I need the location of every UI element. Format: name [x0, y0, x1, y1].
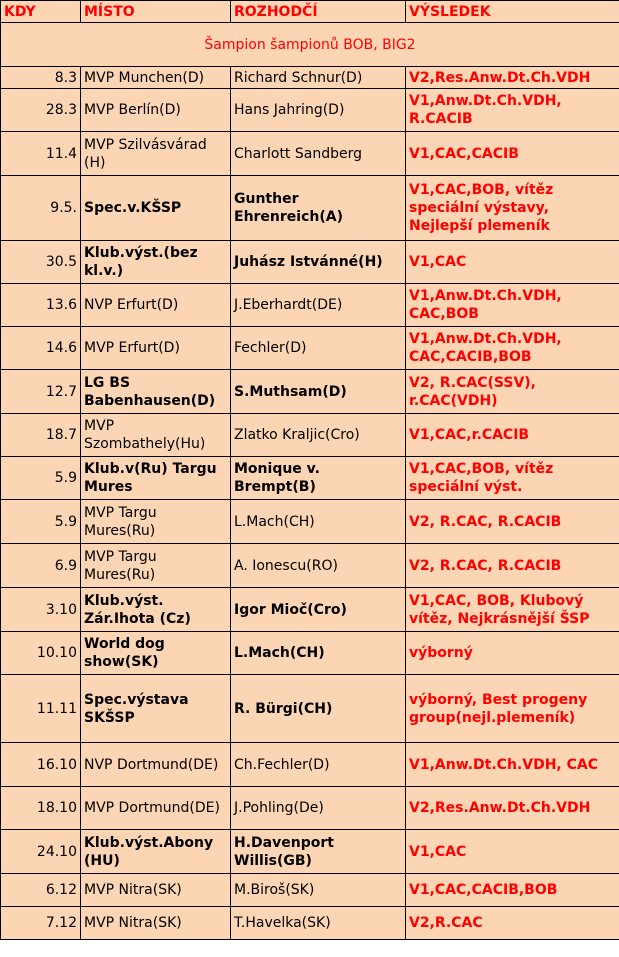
row-result: V2,R.CAC — [406, 907, 619, 940]
row-result: V1,Anw.Dt.Ch.VDH, CAC,CACIB,BOB — [406, 327, 619, 370]
row-result: V1,CAC,r.CACIB — [406, 414, 619, 457]
row-place: Klub.v(Ru) Targu Mures — [81, 457, 231, 500]
row-place: MVP Dortmund(DE) — [81, 787, 231, 830]
row-judge: L.Mach(CH) — [231, 500, 406, 544]
row-result: V1,CAC — [406, 830, 619, 874]
row-place: Klub.výst.Abony (HU) — [81, 830, 231, 874]
row-place: MVP Szombathely(Hu) — [81, 414, 231, 457]
row-result: V2,Res.Anw.Dt.Ch.VDH — [406, 67, 619, 89]
row-date: 5.9 — [1, 457, 81, 500]
row-result: V1,CAC,BOB, vítěz speciální výstavy, Nejlepší plemeník — [406, 176, 619, 241]
row-date: 7.12 — [1, 907, 81, 940]
table-row — [1, 588, 619, 632]
row-judge: Zlatko Kraljic(Cro) — [231, 414, 406, 457]
row-judge: Hans Jahring(D) — [231, 89, 406, 132]
row-judge: Charlott Sandberg — [231, 132, 406, 176]
row-place: MVP Munchen(D) — [81, 67, 231, 89]
row-judge: A. Ionescu(RO) — [231, 544, 406, 588]
row-result: V1,Anw.Dt.Ch.VDH, CAC — [406, 743, 619, 787]
row-date: 28.3 — [1, 89, 81, 132]
row-judge: Ch.Fechler(D) — [231, 743, 406, 787]
row-place: NVP Erfurt(D) — [81, 284, 231, 327]
row-place: MVP Nitra(SK) — [81, 874, 231, 907]
table-row — [1, 457, 619, 500]
header-date: KDY — [1, 1, 81, 23]
table-row — [1, 327, 619, 370]
row-date: 12.7 — [1, 370, 81, 414]
row-date: 8.3 — [1, 67, 81, 89]
row-result: V2, R.CAC(SSV), r.CAC(VDH) — [406, 370, 619, 414]
table-title: Šampion šampionů BOB, BIG2 — [1, 23, 619, 67]
row-place: MVP Targu Mures(Ru) — [81, 544, 231, 588]
row-date: 6.9 — [1, 544, 81, 588]
row-place: MVP Erfurt(D) — [81, 327, 231, 370]
row-result: V1,CAC,CACIB,BOB — [406, 874, 619, 907]
row-judge: M.Biroš(SK) — [231, 874, 406, 907]
row-place: MVP Berlín(D) — [81, 89, 231, 132]
row-result: V1,CAC, BOB, Klubový vítěz, Nejkrásnější ŠSP — [406, 588, 619, 632]
table-row — [1, 241, 619, 284]
row-date: 30.5 — [1, 241, 81, 284]
row-date: 10.10 — [1, 632, 81, 675]
row-judge: R. Bürgi(CH) — [231, 675, 406, 743]
row-date: 3.10 — [1, 588, 81, 632]
row-judge: Igor Mioč(Cro) — [231, 588, 406, 632]
row-place: NVP Dortmund(DE) — [81, 743, 231, 787]
row-judge: Juhász Istvánné(H) — [231, 241, 406, 284]
row-judge: J.Pohling(De) — [231, 787, 406, 830]
row-judge: T.Havelka(SK) — [231, 907, 406, 940]
row-judge: Fechler(D) — [231, 327, 406, 370]
table-row — [1, 632, 619, 675]
row-place: MVP Targu Mures(Ru) — [81, 500, 231, 544]
row-judge: H.Davenport Willis(GB) — [231, 830, 406, 874]
row-date: 11.4 — [1, 132, 81, 176]
header-row — [1, 1, 619, 23]
table-row — [1, 874, 619, 907]
row-result: V1,Anw.Dt.Ch.VDH, CAC,BOB — [406, 284, 619, 327]
row-result: výborný, Best progeny group(nejl.plemeník) — [406, 675, 619, 743]
row-result: výborný — [406, 632, 619, 675]
row-date: 13.6 — [1, 284, 81, 327]
row-date: 11.11 — [1, 675, 81, 743]
row-place: MVP Nitra(SK) — [81, 907, 231, 940]
row-result: V1,CAC,CACIB — [406, 132, 619, 176]
header-judge: ROZHODČÍ — [231, 1, 406, 23]
row-date: 9.5. — [1, 176, 81, 241]
row-date: 6.12 — [1, 874, 81, 907]
row-result: V1,CAC,BOB, vítěz speciální výst. — [406, 457, 619, 500]
row-result: V2,Res.Anw.Dt.Ch.VDH — [406, 787, 619, 830]
table-row — [1, 67, 619, 89]
row-judge: J.Eberhardt(DE) — [231, 284, 406, 327]
table-row — [1, 132, 619, 176]
row-result: V2, R.CAC, R.CACIB — [406, 500, 619, 544]
row-judge: S.Muthsam(D) — [231, 370, 406, 414]
row-place: Spec.v.KŠSP — [81, 176, 231, 241]
table-row — [1, 176, 619, 241]
row-judge: Gunther Ehrenreich(A) — [231, 176, 406, 241]
row-place: LG BS Babenhausen(D) — [81, 370, 231, 414]
table-row — [1, 907, 619, 940]
row-date: 18.7 — [1, 414, 81, 457]
table-row — [1, 284, 619, 327]
table-row — [1, 544, 619, 588]
row-date: 14.6 — [1, 327, 81, 370]
table-row — [1, 370, 619, 414]
table-row — [1, 743, 619, 787]
row-judge: Richard Schnur(D) — [231, 67, 406, 89]
table-row — [1, 830, 619, 874]
table-row — [1, 787, 619, 830]
table-row — [1, 500, 619, 544]
row-date: 24.10 — [1, 830, 81, 874]
table-row — [1, 89, 619, 132]
table-row — [1, 675, 619, 743]
row-date: 16.10 — [1, 743, 81, 787]
title-row — [1, 23, 619, 67]
row-place: Klub.výst.(bez kl.v.) — [81, 241, 231, 284]
row-place: World dog show(SK) — [81, 632, 231, 675]
table-row — [1, 414, 619, 457]
row-result: V2, R.CAC, R.CACIB — [406, 544, 619, 588]
row-judge: Monique v. Brempt(B) — [231, 457, 406, 500]
row-date: 18.10 — [1, 787, 81, 830]
row-place: Klub.výst. Zár.Ihota (Cz) — [81, 588, 231, 632]
header-result: VÝSLEDEK — [406, 1, 619, 23]
row-date: 5.9 — [1, 500, 81, 544]
header-place: MÍSTO — [81, 1, 231, 23]
row-place: Spec.výstava SKŠSP — [81, 675, 231, 743]
row-place: MVP Szilvásvárad (H) — [81, 132, 231, 176]
row-result: V1,CAC — [406, 241, 619, 284]
row-judge: L.Mach(CH) — [231, 632, 406, 675]
row-result: V1,Anw.Dt.Ch.VDH, R.CACIB — [406, 89, 619, 132]
